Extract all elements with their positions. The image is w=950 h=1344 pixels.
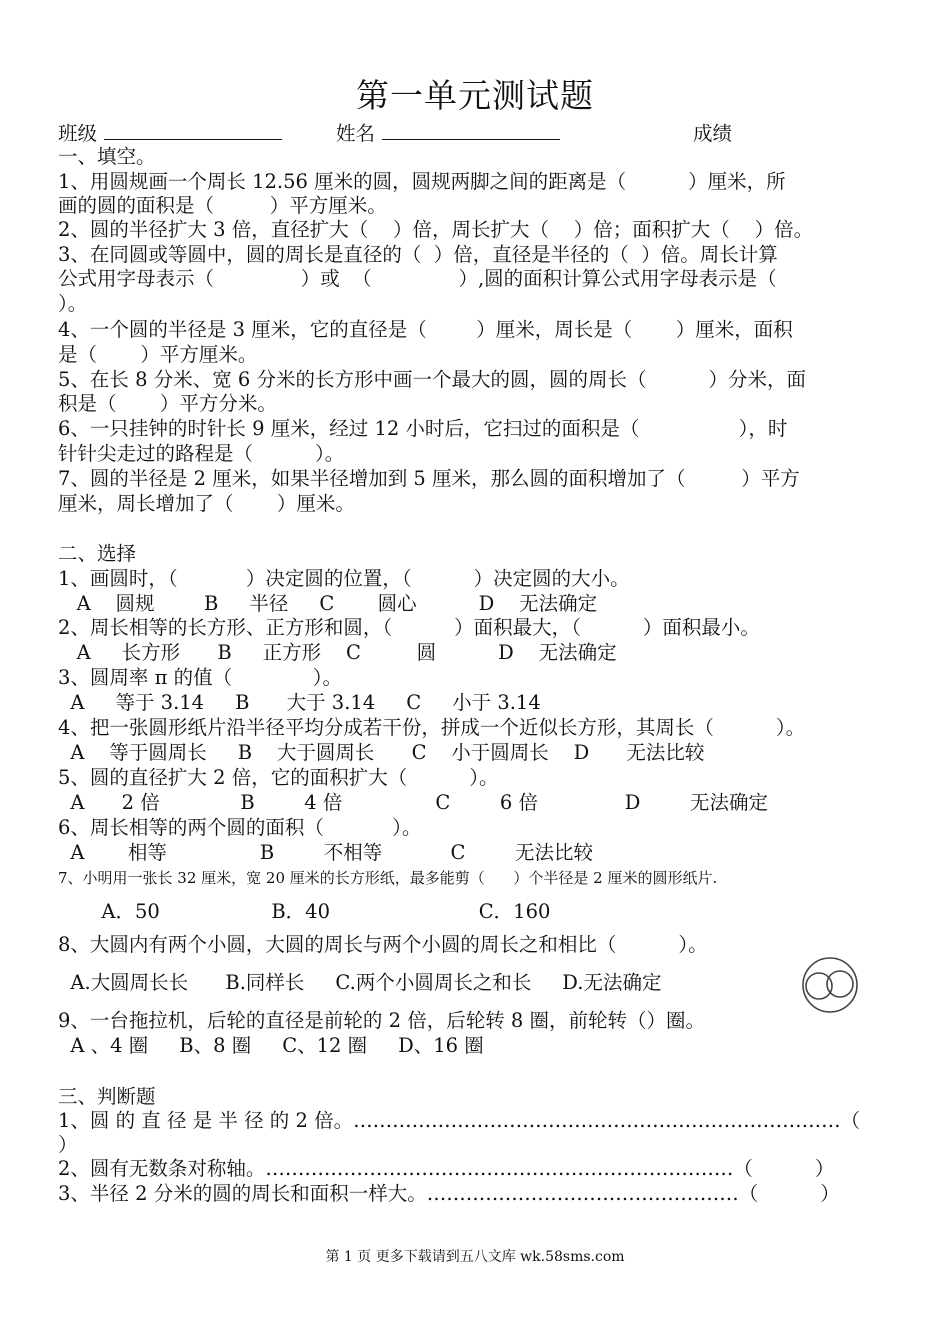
question-line: 3、半径 2 分米的圆的周长和面积一样大。…………………………………………（ ）	[58, 1182, 840, 1205]
question-line: 2、周长相等的长方形、正方形和圆，（ ）面积最大，（ ）面积最小。	[58, 616, 760, 639]
name-blank	[382, 139, 560, 140]
options-line: A.大圆周长长 B.同样长 C.两个小圆周长之和长 D.无法确定	[58, 971, 662, 994]
score-label: 成绩	[693, 122, 733, 145]
question-line: 6、周长相等的两个圆的面积（ ）。	[58, 816, 422, 839]
options-line: A 长方形 B 正方形 C 圆 D 无法确定	[58, 641, 617, 664]
question-line: 公式用字母表示（ ）或 （ ）,圆的面积计算公式用字母表示是（	[58, 267, 777, 290]
question-line: 5、圆的直径扩大 2 倍，它的面积扩大（ ）。	[58, 766, 499, 789]
question-line: 2、圆的半径扩大 3 倍，直径扩大（ ）倍，周长扩大（ ）倍；面积扩大（ ）倍。	[58, 218, 814, 241]
question-line: 厘米，周长增加了（ ）厘米。	[58, 492, 355, 515]
question-line: 2、圆有无数条对称轴。………………………………………………………………（ ）	[58, 1157, 835, 1180]
question-line: 针针尖走过的路程是（ ）。	[58, 442, 345, 465]
question-line: 7、圆的半径是 2 厘米，如果半径增加到 5 厘米，那么圆的面积增加了（ ）平方	[58, 467, 800, 490]
question-line: 8、大圆内有两个小圆，大圆的周长与两个小圆的周长之和相比（ ）。	[58, 933, 708, 956]
big-circle	[803, 958, 857, 1012]
class-blank	[104, 139, 282, 140]
circles-figure	[798, 954, 866, 1014]
question-line: 3、圆周率 π 的值（ ）。	[58, 666, 342, 689]
section-choice-heading: 二、选择	[58, 542, 137, 565]
question-line: 是（ ）平方厘米。	[58, 343, 258, 366]
page-footer: 第 1 页 更多下载请到五八文库 wk.58sms.com	[325, 1249, 625, 1265]
section-judge-heading: 三、判断题	[58, 1085, 156, 1108]
class-label: 班级	[58, 122, 98, 145]
page-title: 第一单元测试题	[356, 76, 594, 115]
options-line: A 、4 圈 B、8 圈 C、12 圈 D、16 圈	[58, 1034, 484, 1057]
options-line: A 相等 B 不相等 C 无法比较	[58, 841, 593, 864]
options-line: A 等于 3.14 B 大于 3.14 C 小于 3.14	[58, 691, 541, 714]
question-line: 4、把一张圆形纸片沿半径平均分成若干份，拼成一个近似长方形，其周长（ ）。	[58, 716, 806, 739]
question-line: 1、圆 的 直 径 是 半 径 的 2 倍。…………………………………………………………………（	[58, 1109, 861, 1132]
name-label: 姓名	[336, 122, 376, 145]
options-line: A 圆规 B 半径 C 圆心 D 无法确定	[58, 592, 598, 615]
question-line: 1、画圆时，（ ）决定圆的位置，（ ）决定圆的大小。	[58, 567, 630, 590]
question-line: 6、一只挂钟的时针长 9 厘米，经过 12 小时后，它扫过的面积是（ ），时	[58, 417, 788, 440]
section-fill-heading: 一、填空。	[58, 145, 156, 168]
small-circle-left	[806, 973, 832, 999]
options-line: A．50 B．40 C．160	[58, 900, 551, 923]
options-line: A 等于圆周长 B 大于圆周长 C 小于圆周长 D 无法比较	[58, 741, 705, 764]
question-line: 1、用圆规画一个周长 12.56 厘米的圆，圆规两脚之间的距离是（ ）厘米，所	[58, 170, 786, 193]
question-line: 3、在同圆或等圆中，圆的周长是直径的（ ）倍，直径是半径的（ ）倍。周长计算	[58, 243, 778, 266]
question-line: ）。	[58, 292, 88, 315]
question-line: 7、小明用一张长 32 厘米，宽 20 厘米的长方形纸，最多能剪（ ）个半径是 2 厘米的圆形纸片.	[58, 869, 718, 887]
question-line: 9、一台拖拉机，后轮的直径是前轮的 2 倍，后轮转 8 圈，前轮转（）圈。	[58, 1009, 706, 1032]
question-line: 5、在长 8 分米、宽 6 分米的长方形中画一个最大的圆，圆的周长（ ）分米，面	[58, 368, 806, 391]
question-line: ）	[58, 1133, 78, 1156]
question-line: 积是（ ）平方分米。	[58, 392, 277, 415]
small-circle-right	[827, 971, 853, 997]
question-line: 画的圆的面积是（ ）平方厘米。	[58, 194, 387, 217]
options-line: A 2 倍 B 4 倍 C 6 倍 D 无法确定	[58, 791, 768, 814]
question-line: 4、一个圆的半径是 3 厘米，它的直径是（ ）厘米，周长是（ ）厘米，面积	[58, 318, 793, 341]
